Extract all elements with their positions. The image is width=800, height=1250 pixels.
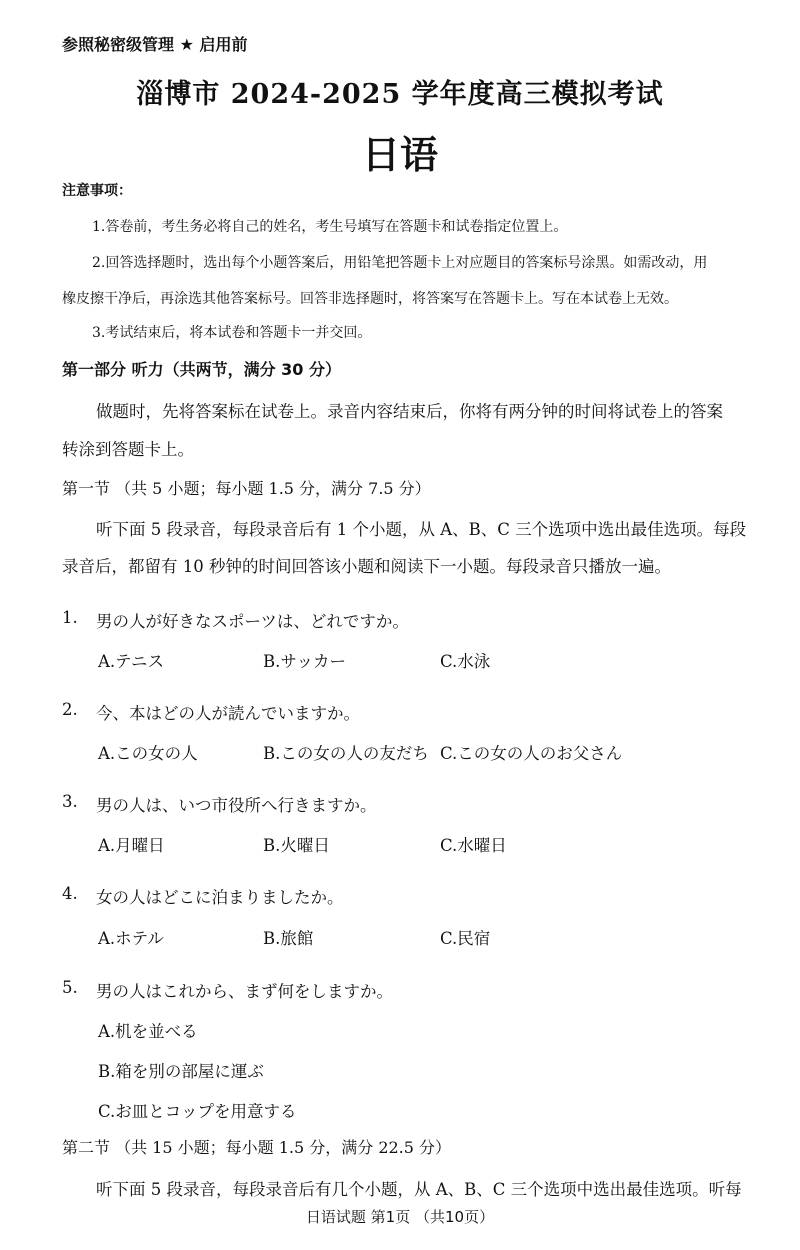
option-b: B.この女の人の友だち xyxy=(263,744,429,763)
secret-label: 参照秘密级管理 ★ 启用前 xyxy=(62,35,248,54)
notice-heading: 注意事项： xyxy=(62,183,132,199)
option-a: A.月曜日 xyxy=(98,836,165,855)
part1-heading: 第一部分 听力（共两节，满分 30 分） xyxy=(62,360,341,379)
part1-instruction-b: 转涂到答题卡上。 xyxy=(62,440,194,459)
question-text: 女の人はどこに泊まりましたか。 xyxy=(96,888,344,907)
subject-title: 日语 xyxy=(361,133,438,177)
question-number: 5. xyxy=(62,978,78,997)
option-b: B.箱を別の部屋に運ぶ xyxy=(98,1062,264,1081)
option-a: A.この女の人 xyxy=(98,744,198,763)
section2-instruction-a: 听下面 5 段录音，每段录音后有几个小题，从 A、B、C 三个选项中选出最佳选项。听每 xyxy=(96,1180,742,1199)
option-a: A.ホテル xyxy=(98,929,164,948)
section2-heading: 第二节 （共 15 小题；每小题 1.5 分，满分 22.5 分） xyxy=(62,1138,452,1157)
option-c: C.水泳 xyxy=(440,652,491,671)
option-b: B.火曜日 xyxy=(263,836,330,855)
notice-line-2b: 橡皮擦干净后，再涂选其他答案标号。回答非选择题时，将答案写在答题卡上。写在本试卷上无效。 xyxy=(62,291,678,307)
question-text: 今、本はどの人が読んでいますか。 xyxy=(96,704,360,723)
question-text: 男の人はこれから、まず何をしますか。 xyxy=(96,982,393,1001)
page-footer: 日语试题 第1页 （共10页） xyxy=(305,1208,495,1226)
notice-line-2a: 2.回答选择题时，选出每个小题答案后，用铅笔把答题卡上对应题目的答案标号涂黑。如需改动，用 xyxy=(92,255,708,271)
question-text: 男の人が好きなスポーツは、どれですか。 xyxy=(96,612,409,631)
question-number: 4. xyxy=(62,884,78,903)
option-a: A.テニス xyxy=(98,652,165,671)
option-c: C.民宿 xyxy=(440,929,491,948)
notice-line-3: 3.考试结束后，将本试卷和答题卡一并交回。 xyxy=(92,325,372,341)
option-c: C.お皿とコップを用意する xyxy=(98,1102,297,1121)
question-number: 3. xyxy=(62,792,78,811)
section1-instruction-a: 听下面 5 段录音，每段录音后有 1 个小题，从 A、B、C 三个选项中选出最佳选项。每段 xyxy=(96,520,747,539)
exam-title: 淄博市 2024-2025 学年度高三模拟考试 xyxy=(136,79,664,110)
part1-instruction-a: 做题时，先将答案标在试卷上。录音内容结束后，你将有两分钟的时间将试卷上的答案 xyxy=(96,402,723,421)
option-c: C.水曜日 xyxy=(440,836,507,855)
option-b: B.旅館 xyxy=(263,929,314,948)
question-number: 2. xyxy=(62,700,78,719)
option-a: A.机を並べる xyxy=(98,1022,198,1041)
notice-line-1: 1.答卷前，考生务必将自己的姓名，考生号填写在答题卡和试卷指定位置上。 xyxy=(92,219,568,235)
question-text: 男の人は、いつ市役所へ行きますか。 xyxy=(96,796,377,815)
option-c: C.この女の人のお父さん xyxy=(440,744,623,763)
section1-heading: 第一节 （共 5 小题；每小题 1.5 分，满分 7.5 分） xyxy=(62,479,431,498)
section1-instruction-b: 录音后，都留有 10 秒钟的时间回答该小题和阅读下一小题。每段录音只播放一遍。 xyxy=(62,557,671,576)
option-b: B.サッカー xyxy=(263,652,347,671)
question-number: 1. xyxy=(62,608,78,627)
